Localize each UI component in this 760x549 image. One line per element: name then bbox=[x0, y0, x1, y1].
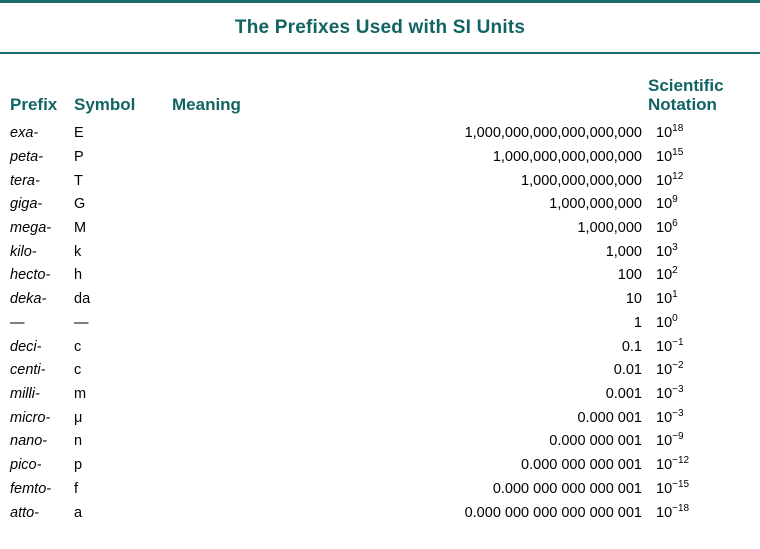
cell-symbol: M bbox=[74, 219, 87, 236]
cell-symbol: E bbox=[74, 125, 84, 142]
sci-exponent: −12 bbox=[672, 455, 690, 467]
sci-exponent: 15 bbox=[672, 146, 684, 158]
spacer-cell bbox=[0, 54, 72, 76]
sci-exponent: 18 bbox=[672, 123, 684, 135]
cell-symbol: p bbox=[74, 457, 83, 474]
cell-prefix: deci- bbox=[10, 338, 42, 355]
cell-symbol: c bbox=[74, 338, 82, 355]
cell-meaning: 0.000 000 000 000 001 bbox=[492, 480, 642, 497]
sci-base: 10 bbox=[656, 314, 673, 331]
figure-title-bar bbox=[0, 0, 760, 54]
sci-exponent: −18 bbox=[672, 502, 690, 514]
cell-prefix: deka- bbox=[10, 291, 47, 308]
cell-scientific-notation bbox=[642, 170, 760, 194]
table-body bbox=[0, 122, 760, 525]
sci-base: 10 bbox=[656, 480, 673, 497]
cell-prefix: kilo- bbox=[10, 243, 37, 260]
table-row bbox=[0, 170, 760, 194]
sci-exponent: 2 bbox=[672, 265, 678, 277]
cell-scientific-notation bbox=[642, 217, 760, 241]
page-title: The Prefixes Used with SI Units bbox=[234, 16, 526, 38]
sci-base: 10 bbox=[656, 148, 673, 165]
sci-base: 10 bbox=[656, 362, 673, 379]
cell-scientific-notation bbox=[642, 264, 760, 288]
cell-symbol: a bbox=[74, 504, 83, 521]
cell-meaning: 1,000,000,000,000 bbox=[521, 172, 642, 189]
cell-prefix: hecto- bbox=[10, 267, 51, 284]
sci-base: 10 bbox=[656, 172, 673, 189]
cell-symbol: — bbox=[74, 314, 89, 331]
sci-exponent: 6 bbox=[672, 218, 678, 230]
sci-exponent: −1 bbox=[672, 336, 684, 348]
sci-base: 10 bbox=[656, 267, 673, 284]
table-row bbox=[0, 312, 760, 336]
cell-prefix: mega- bbox=[10, 219, 52, 236]
column-header-scientific-notation bbox=[642, 76, 760, 122]
cell-scientific-notation bbox=[642, 193, 760, 217]
table-row bbox=[0, 122, 760, 146]
cell-meaning: 0.000 001 bbox=[577, 409, 642, 426]
table-row bbox=[0, 359, 760, 383]
sci-base: 10 bbox=[656, 196, 673, 213]
sci-exponent: −9 bbox=[672, 431, 684, 443]
sci-exponent: 3 bbox=[672, 241, 678, 253]
cell-meaning: 1,000 bbox=[605, 243, 642, 260]
column-header-scientific-line2: Notation bbox=[648, 95, 717, 115]
table-header bbox=[0, 54, 760, 122]
sci-base: 10 bbox=[656, 125, 673, 142]
cell-prefix: pico- bbox=[10, 457, 42, 474]
cell-meaning: 0.001 bbox=[605, 385, 642, 402]
cell-scientific-notation bbox=[642, 336, 760, 360]
header-spacer-row bbox=[0, 54, 760, 76]
cell-scientific-notation bbox=[642, 454, 760, 478]
cell-prefix: tera- bbox=[10, 172, 40, 189]
table-row bbox=[0, 454, 760, 478]
cell-meaning: 1,000,000 bbox=[577, 219, 642, 236]
column-header-meaning: Meaning bbox=[172, 95, 241, 115]
cell-meaning: 1,000,000,000,000,000,000 bbox=[464, 125, 642, 142]
cell-prefix: atto- bbox=[10, 504, 40, 521]
table-container bbox=[0, 54, 760, 549]
cell-meaning: 0.000 000 000 001 bbox=[521, 457, 642, 474]
table-row bbox=[0, 146, 760, 170]
cell-meaning: 0.01 bbox=[613, 362, 642, 379]
table-row bbox=[0, 478, 760, 502]
cell-prefix: — bbox=[10, 314, 25, 331]
cell-meaning: 1,000,000,000 bbox=[549, 196, 642, 213]
cell-symbol: h bbox=[74, 267, 83, 284]
cell-symbol: da bbox=[74, 291, 91, 308]
sci-exponent: 1 bbox=[672, 289, 678, 301]
cell-prefix: micro- bbox=[10, 409, 51, 426]
table-row bbox=[0, 241, 760, 265]
si-prefixes-table bbox=[0, 54, 760, 525]
cell-scientific-notation bbox=[642, 359, 760, 383]
cell-symbol: n bbox=[74, 433, 83, 450]
sci-base: 10 bbox=[656, 457, 673, 474]
sci-exponent: 12 bbox=[672, 170, 684, 182]
cell-prefix: milli- bbox=[10, 385, 40, 402]
cell-scientific-notation bbox=[642, 146, 760, 170]
table-row bbox=[0, 430, 760, 454]
cell-symbol: k bbox=[74, 243, 82, 260]
cell-scientific-notation bbox=[642, 502, 760, 526]
cell-prefix: exa- bbox=[10, 125, 39, 142]
cell-symbol: m bbox=[74, 385, 87, 402]
cell-meaning: 100 bbox=[617, 267, 642, 284]
cell-prefix: giga- bbox=[10, 196, 43, 213]
column-header-prefix: Prefix bbox=[10, 95, 58, 115]
cell-prefix: peta- bbox=[10, 148, 44, 165]
sci-exponent: 9 bbox=[672, 194, 678, 206]
table-row bbox=[0, 288, 760, 312]
sci-exponent: 0 bbox=[672, 312, 678, 324]
sci-base: 10 bbox=[656, 243, 673, 260]
cell-symbol: T bbox=[74, 172, 83, 189]
cell-prefix: centi- bbox=[10, 362, 46, 379]
column-header-symbol: Symbol bbox=[74, 95, 136, 115]
header-row bbox=[0, 76, 760, 122]
cell-scientific-notation bbox=[642, 288, 760, 312]
cell-scientific-notation bbox=[642, 241, 760, 265]
table-row bbox=[0, 336, 760, 360]
cell-symbol: f bbox=[74, 480, 79, 497]
cell-meaning: 0.1 bbox=[621, 338, 642, 355]
sci-exponent: −3 bbox=[672, 407, 684, 419]
cell-symbol: μ bbox=[74, 409, 83, 426]
cell-symbol: P bbox=[74, 148, 84, 165]
table-row bbox=[0, 217, 760, 241]
sci-base: 10 bbox=[656, 291, 673, 308]
sci-exponent: −15 bbox=[672, 479, 690, 491]
cell-scientific-notation bbox=[642, 407, 760, 431]
sci-exponent: −2 bbox=[672, 360, 684, 372]
sci-base: 10 bbox=[656, 385, 673, 402]
cell-prefix: femto- bbox=[10, 480, 52, 497]
spacer-cell bbox=[158, 54, 642, 76]
sci-base: 10 bbox=[656, 433, 673, 450]
cell-scientific-notation bbox=[642, 312, 760, 336]
cell-symbol: G bbox=[74, 196, 86, 213]
cell-meaning: 10 bbox=[625, 291, 642, 308]
spacer-cell bbox=[642, 54, 760, 76]
cell-scientific-notation bbox=[642, 383, 760, 407]
column-header-scientific-line1: Scientific bbox=[648, 76, 724, 95]
table-row bbox=[0, 502, 760, 526]
cell-meaning: 1,000,000,000,000,000 bbox=[492, 148, 642, 165]
sci-base: 10 bbox=[656, 338, 673, 355]
sci-base: 10 bbox=[656, 409, 673, 426]
table-row bbox=[0, 264, 760, 288]
sci-base: 10 bbox=[656, 504, 673, 521]
table-row bbox=[0, 193, 760, 217]
cell-scientific-notation bbox=[642, 430, 760, 454]
cell-prefix: nano- bbox=[10, 433, 48, 450]
table-row bbox=[0, 407, 760, 431]
cell-symbol: c bbox=[74, 362, 82, 379]
cell-meaning: 0.000 000 000 000 000 001 bbox=[464, 504, 642, 521]
cell-scientific-notation bbox=[642, 122, 760, 146]
cell-scientific-notation bbox=[642, 478, 760, 502]
spacer-cell bbox=[72, 54, 158, 76]
cell-meaning: 0.000 000 001 bbox=[549, 433, 642, 450]
sci-base: 10 bbox=[656, 219, 673, 236]
cell-meaning: 1 bbox=[633, 314, 642, 331]
table-row bbox=[0, 383, 760, 407]
sci-exponent: −3 bbox=[672, 384, 684, 396]
